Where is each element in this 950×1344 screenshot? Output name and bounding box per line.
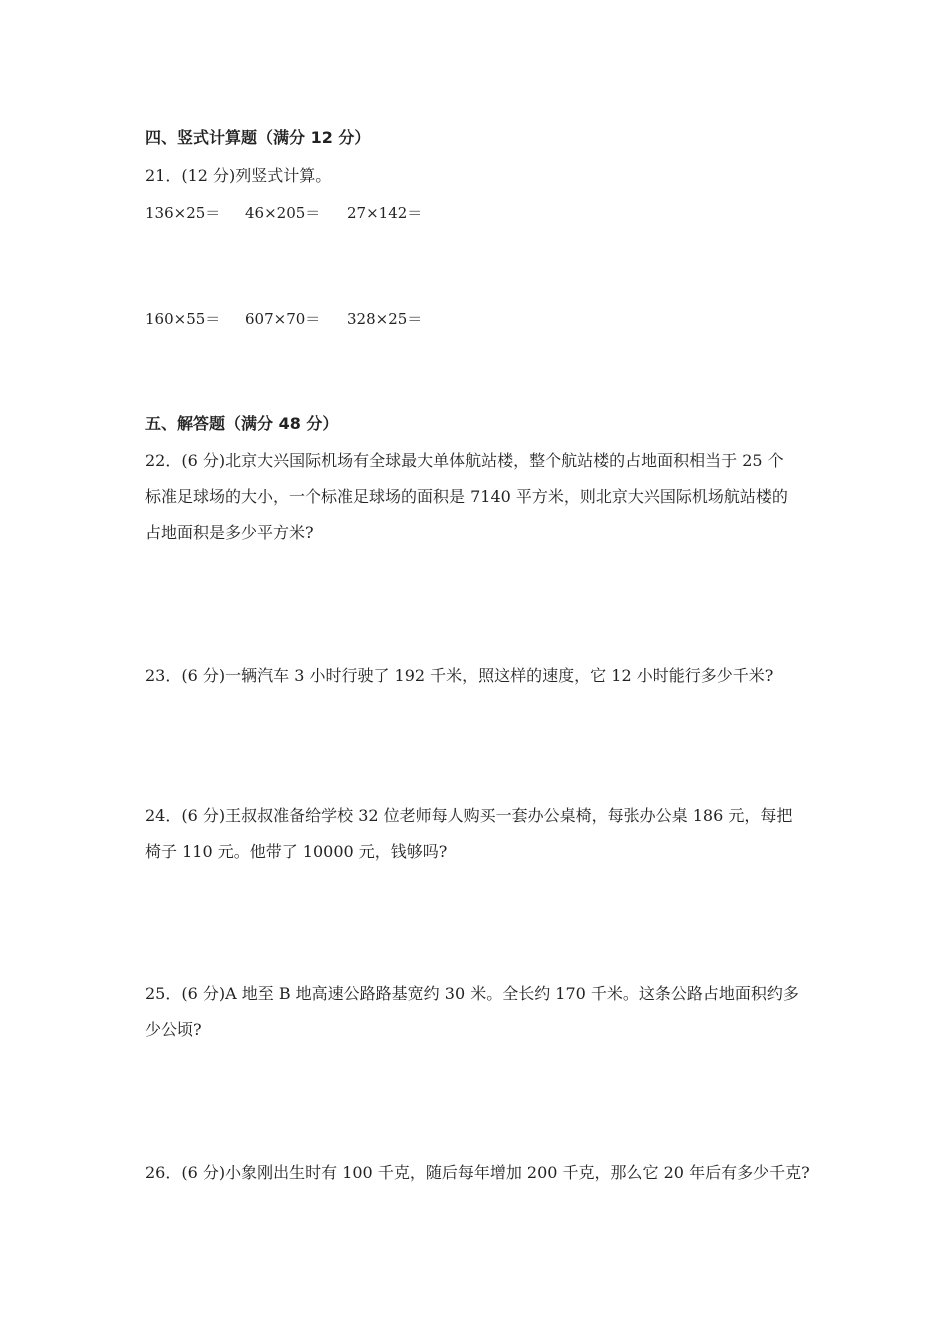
question-25-line-1: 25．(6 分)A 地至 B 地高速公路路基宽约 30 米。全长约 170 千米。这条公路占地面积约多 xyxy=(145,984,799,1003)
question-25-line-2: 少公顷? xyxy=(145,1020,202,1039)
calc-item-6: 328×25＝ xyxy=(347,310,423,328)
calc-item-3: 27×142＝ xyxy=(347,204,423,222)
section-5-heading: 五、解答题（满分 48 分） xyxy=(145,414,339,433)
question-23 xyxy=(145,658,810,694)
calc-item-4: 160×55＝ xyxy=(145,310,221,328)
question-25 xyxy=(145,976,810,1048)
question-22-line-2: 标准足球场的大小，一个标准足球场的面积是 7140 平方米，则北京大兴国际机场航站楼的 xyxy=(145,487,788,506)
question-23-line-1: 23．(6 分)一辆汽车 3 小时行驶了 192 千米，照这样的速度，它 12 小时能行多少千米? xyxy=(145,666,774,685)
question-26 xyxy=(145,1155,810,1191)
question-24-line-2: 椅子 110 元。他带了 10000 元，钱够吗? xyxy=(145,842,448,861)
calc-item-5: 607×70＝ xyxy=(245,310,321,328)
question-24-line-1: 24．(6 分)王叔叔准备给学校 32 位老师每人购买一套办公桌椅，每张办公桌 186 元，每把 xyxy=(145,806,793,825)
question-24 xyxy=(145,798,810,870)
question-21-text: 21．(12 分)列竖式计算。 xyxy=(145,166,332,185)
question-22-line-1: 22．(6 分)北京大兴国际机场有全球最大单体航站楼，整个航站楼的占地面积相当于 25 个 xyxy=(145,451,784,470)
question-22 xyxy=(145,443,810,551)
question-22-line-3: 占地面积是多少平方米? xyxy=(145,523,314,542)
question-26-line-1: 26．(6 分)小象刚出生时有 100 千克，随后每年增加 200 千克，那么它 20 年后有多少千克? xyxy=(145,1163,810,1182)
section-4-heading: 四、竖式计算题（满分 12 分） xyxy=(145,128,371,147)
calc-item-1: 136×25＝ xyxy=(145,204,221,222)
calc-item-2: 46×205＝ xyxy=(245,204,321,222)
